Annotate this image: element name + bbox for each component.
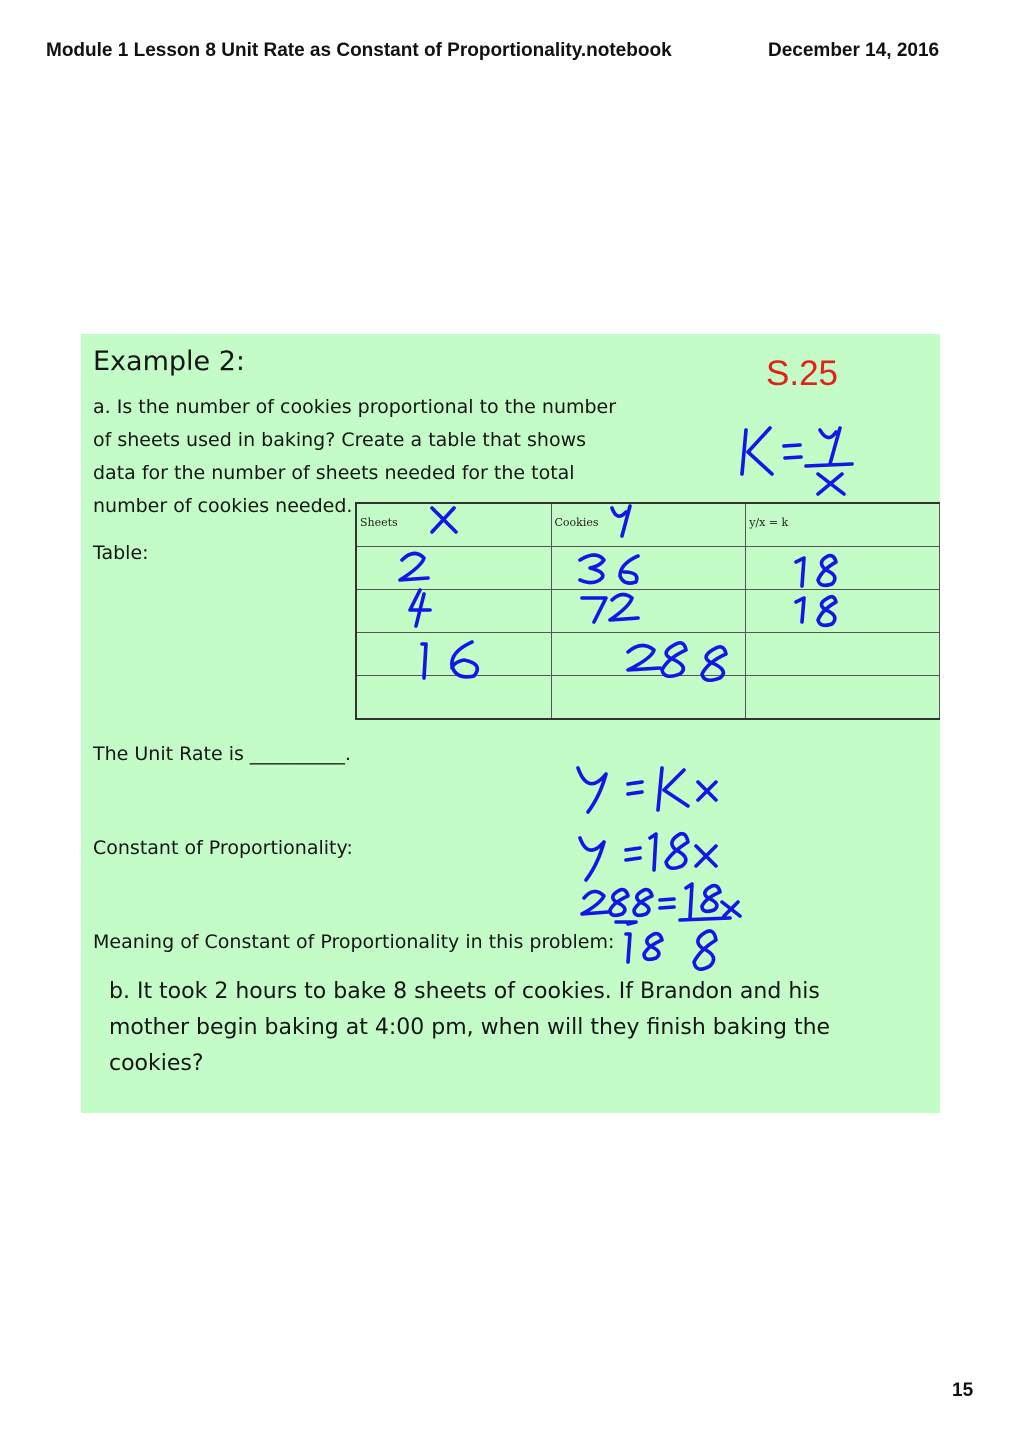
part-b-line-1: b. It took 2 hours to bake 8 sheets of cookies. If Brandon and his bbox=[109, 979, 820, 1004]
handwritten-column-variables bbox=[432, 506, 630, 536]
handwritten-row-1 bbox=[400, 553, 836, 586]
page-number: 15 bbox=[952, 1380, 974, 1401]
handwritten-equation-3 bbox=[582, 884, 740, 924]
document-date: December 14, 2016 bbox=[768, 40, 940, 61]
part-a-line-4: number of cookies needed. bbox=[93, 495, 353, 517]
part-a-line-2: of sheets used in baking? Create a table that shows bbox=[93, 429, 587, 451]
part-a-line-3: data for the number of sheets needed for the total bbox=[93, 462, 575, 484]
constant-label: Constant of Proportionality: bbox=[93, 837, 353, 859]
slide-code: S.25 bbox=[766, 354, 838, 393]
example-title: Example 2: bbox=[93, 346, 245, 377]
sheets-header: Sheets bbox=[360, 516, 398, 529]
part-b-line-3: cookies? bbox=[109, 1051, 204, 1076]
part-a-line-1: a. Is the number of cookies proportional to the number bbox=[93, 396, 617, 418]
handwritten-row-2 bbox=[410, 590, 836, 626]
unit-rate-label: The Unit Rate is __________. bbox=[93, 743, 351, 765]
part-b-line-2: mother begin baking at 4:00 pm, when will they finish baking the bbox=[109, 1015, 831, 1040]
handwritten-formula-k bbox=[742, 428, 852, 494]
handwritten-divisors bbox=[626, 931, 716, 969]
handwritten-equation-2 bbox=[580, 834, 716, 880]
cookies-header: Cookies bbox=[554, 516, 599, 529]
ratio-header: y/x = k bbox=[749, 516, 789, 529]
handwritten-row-3 bbox=[422, 642, 726, 680]
meaning-label: Meaning of Constant of Proportionality in this problem: bbox=[93, 931, 615, 953]
document-title: Module 1 Lesson 8 Unit Rate as Constant of Proportionality.notebook bbox=[46, 40, 672, 61]
table-label: Table: bbox=[93, 542, 149, 564]
handwritten-equation-1 bbox=[578, 768, 716, 812]
